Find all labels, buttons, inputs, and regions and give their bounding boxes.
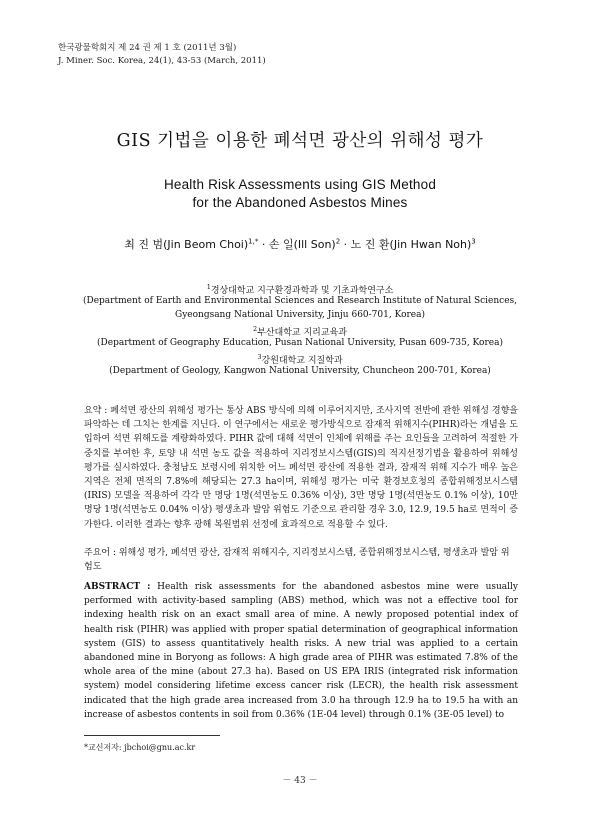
author-2: · 손 일(Ill Son) (258, 238, 336, 251)
affiliation-1-ko-text: 경상대학교 지구환경과학과 및 기초과학연구소 (210, 286, 394, 296)
affiliation-1-en2: Gyeongsang National University, Jinju 660-701, Korea) (175, 310, 425, 320)
paper-title-en-line2: for the Abandoned Asbestos Mines (192, 195, 408, 210)
abstract-ko-label: 요약 : (84, 406, 108, 416)
author-1: 최 진 범(Jin Beom Choi) (124, 238, 249, 251)
abstract-en-text: Health risk assessments for the abandoned asbestos mine were usually performed with activity-based sampling (ABS) method, which was not a effective tool for indexing health risk on an exact small area of mine. A newly proposed potential index of health risk (PIHR) was applied with proper spatial determination of geographical information system (GIS) to assess quantitatively health risks. A new trial was applied to a certain abandoned mine in Boryong as follows: A high grade area of PIHR was estimated 7.8% of the whole area of the mine (about 27.3 ha). Based on US EPA IRIS (integrated risk information system) model considering lifetime excess cancer risk (LECR), the health risk assessment indicated that the high grade area increased from 3.0 ha through 12.9 ha to 19.5 ha with an increase of asbestos contents in soil from 0.36% (1E-04 level) through 0.1% (3E-05 level) to (84, 582, 518, 720)
affiliation-2-sup: 2 (253, 325, 258, 333)
abstract-ko-text: 폐석면 광산의 위해성 평가는 통상 ABS 방식에 의해 이루어지지만, 조사지역 전반에 관한 위해성 경향을 파악하는 데 그치는 한계를 지닌다. 이 연구에서는 새로운 평가방식으로 잠재적 위해지수(PIHR)라는 개념을 도입하여 석면 위해도를 계량화하였다. PIHR 값에 대해 석면이 인체에 위해를 주는 요인들을 고려하여 적절한 가중치를 부여한 후, 토양 내 석면 농도 값을 적용하여 지리정보시스템(GIS)의 적지선정기법을 활용하여 위해성 평가를 실시하였다. 충청남도 보령시에 위치한 어느 폐석면 광산에 적용한 결과, 잠재적 위해 지수가 매우 높은 지역은 전체 면적의 7.8%에 해당되는 27.3 ha이며, 위해성 평가는 미국 환경보호청의 종합위해정보시스템(IRIS) 모델을 적용하여 각각 만 명당 1명(석면농도 0.36% 이상), 3만 명당 1명(석면농도 0.1% 이상), 10만 명당 1명(석면농도 0.04% 이상) 평생초과 발암 위험도 기준으로 관리할 경우 3.0, 12.9, 19.5 ha로 면적이 증가한다. 이러한 결과는 향후 광해 복원범위 선정에 효과적으로 적용할 수 있다. (84, 406, 518, 530)
affiliation-3-en: (Department of Geology, Kangwon National University, Chuncheon 200-701, Korea) (109, 366, 491, 376)
paper-title-en-line1: Health Risk Assessments using GIS Method (163, 177, 437, 192)
keywords-ko-label: 주요어 : (84, 548, 116, 558)
abstract-en (84, 580, 518, 722)
affiliation-1-en: (Department of Earth and Environmental Sciences and Research Institute of Natural Sciences, (82, 296, 518, 306)
author-1-affil: 1,* (248, 237, 259, 246)
page-number: － 43 － (282, 776, 318, 786)
journal-header-en: J. Miner. Soc. Korea, 24(1), 43-53 (March, 2011) (58, 56, 266, 66)
affiliation-3-ko-text: 강원대학교 지질학과 (261, 356, 343, 366)
corresponding-author-footnote: *교신저자: jbchoi@gnu.ac.kr (84, 743, 196, 752)
author-3: · 노 진 환(Jin Hwan Noh) (340, 238, 472, 251)
footnote-divider (84, 735, 220, 736)
paper-title-ko: GIS 기법을 이용한 폐석면 광산의 위해성 평가 (116, 131, 484, 151)
journal-header-ko: 한국광물학회지 제 24 권 제 1 호 (2011년 3월) (58, 43, 237, 53)
abstract-en-label: ABSTRACT : (84, 582, 151, 592)
affiliation-2-ko-text: 부산대학교 지리교육과 (257, 328, 347, 338)
affiliation-1-sup: 1 (206, 283, 211, 291)
author-line (0, 236, 600, 252)
affiliation-2-en: (Department of Geography Education, Pusan National University, Pusan 609-735, Korea) (97, 338, 503, 348)
keywords-ko (84, 546, 518, 574)
keywords-ko-text: 위해성 평가, 폐석면 광산, 잠재적 위해지수, 지리정보시스템, 종합위해정보시스템, 평생초과 발암 위험도 (84, 548, 510, 573)
abstract-ko (84, 404, 518, 532)
author-3-affil: 3 (471, 237, 476, 246)
affiliation-3-sup: 3 (257, 353, 262, 361)
author-2-affil: 2 (335, 237, 341, 246)
